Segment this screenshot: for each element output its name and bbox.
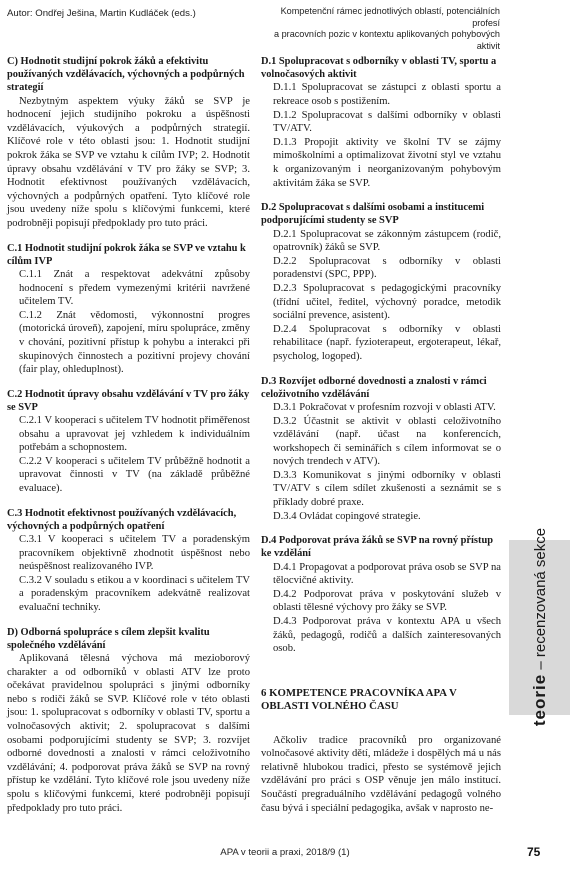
page-number: 75: [527, 845, 541, 859]
section-c2-heading: C.2 Hodnotit úpravy obsahu vzdělávání v TV pro žáky se SVP: [7, 388, 250, 413]
section-c-heading: C) Hodnotit studijní pokrok žáků a efektivitu používaných vzdělávacích, výchovných a podpůrných strategií: [7, 56, 245, 94]
item-d3-3: D.3.3 Komunikovat s jinými odborníky v oblasti TV/ATV s cílem sdílet zkušenosti a seznámit se s příklady dobré praxe.: [273, 469, 501, 509]
section-d1-heading: D.1 Spolupracovat s odborníky v oblasti TV, sportu a volnočasových aktivit: [261, 56, 497, 81]
header-authors: Autor: Ondřej Ješina, Martin Kudláček (eds.): [7, 8, 196, 19]
item-d4-2: D.4.2 Podporovat práva v poskytování služeb v oblasti tělesné výchovy pro žáky se SVP.: [273, 588, 501, 614]
item-c3-1: C.3.1 V kooperaci s učitelem TV a poradenským pracovníkem objektivně zhodnotit úspěšnost nebo neúspěšnost realizovaného IVP.: [19, 534, 250, 573]
side-tab-word-teorie: teorie: [530, 673, 549, 727]
section-c1-heading: C.1 Hodnotit studijní pokrok žáka se SVP ve vztahu k cílům IVP: [7, 242, 246, 267]
section-c-intro: Nezbytným aspektem výuky žáků se SVP je hodnocení jejich studijního pokroku a úspěšnosti vzdělávacích, výukových a podpůrných strategií. Klíčové role v této oblasti jsou: 1. Hodnotit studijní pokrok žáka se SVP ve vztahu k cílům IVP; 2. Hodnotit úpravy obsahu vzdělávání v TV pro žáky se SVP; 3. Hodnotit efektivnost používaných vzdělávacích, výchovných a podpůrných opatření. Tyto klíčové role jsou uvedeny níže spolu s klíčovými funkcemi, které podrobněji popisují předpoklady pro tuto práci.: [7, 95, 250, 229]
item-d3-1: D.3.1 Pokračovat v profesním rozvoji v oblasti ATV.: [273, 401, 496, 413]
item-c2-2: C.2.2 V kooperaci s učitelem TV průběžně hodnotit a upravovat činnosti v TV (na základě průběžné evaluace).: [19, 455, 250, 495]
item-c3-2: C.3.2 V souladu s etikou a v koordinaci s učitelem TV a poradenským pracovníkem adekvátně realizovat evaluační techniky.: [19, 574, 250, 614]
item-d4-1: D.4.1 Propagovat a podporovat práva osob se SVP na tělocvičné aktivity.: [273, 561, 501, 587]
item-d3-4: D.3.4 Ovládat copingové strategie.: [273, 510, 421, 522]
item-d2-1: D.2.1 Spolupracovat se zákonným zástupcem (rodič, opatrovník) žáků se SVP.: [273, 228, 501, 254]
section-6-heading: 6 KOMPETENCE PRACOVNÍKA APA V OBLASTI VOLNÉHO ČASU: [261, 686, 457, 713]
item-d3-2: D.3.2 Účastnit se aktivit v oblasti celoživotního vzdělávání (např. účast na konferencích, workshopech či seminářích s cílem informovat se o nových trendech v ATV).: [273, 415, 501, 468]
item-d1-2: D.1.2 Spolupracovat s dalšími odborníky v oblasti TV/ATV.: [273, 109, 501, 135]
section-d2-heading: D.2 Spolupracovat s dalšími osobami a institucemi podporujícími studenty se SVP: [261, 202, 485, 227]
section-d-heading: D) Odborná spolupráce s cílem zlepšit kvalitu společného vzdělávání: [7, 626, 210, 651]
section-d4-heading: D.4 Podporovat práva žáků se SVP na rovný přístup ke vzdělání: [261, 535, 493, 560]
footer-journal: APA v teorii a praxi, 2018/9 (1): [220, 847, 350, 858]
side-tab-dash: –: [532, 661, 549, 670]
side-tab-word-section: recenzovaná sekce: [532, 527, 549, 658]
section-d-intro: Aplikovaná tělesná výchova má mezioborový charakter a od odborníků v oblasti ATV lze proto očekávat pravidelnou spolupráci s jinými odborníky nebo s rodiči žáků se SVP. Klíčové role v této oblasti jsou: 1. spolupracovat s odborníky v oblasti TV, sportu a volnočasových aktivit; 2. spolupracovat s dalšími osobami podporujícími studenty se SVP; 3. rozvíjet odborné dovednosti a znalosti v rámci celoživotního vzdělávání; 4. podporovat práva žáků se SVP na rovný přístup ke vzdělání. Tyto klíčové role jsou uvedeny níže spolu s klíčovými funkcemi, které podrobněji popisují předpoklady pro tuto práci.: [7, 653, 250, 814]
item-c1-2: C.1.2 Znát vědomosti, výkonnostní progres (motorická úroveň), zapojení, míru spolupráce, změny v chování, pozitivní přístup k pohybu a interakci při skupinových činnostech a pozitivní projevy chování (fair play, ohleduplnost).: [19, 309, 250, 376]
item-d1-1: D.1.1 Spolupracovat se zástupci z oblasti sportu a rekreace osob s postižením.: [273, 82, 501, 107]
item-d2-3: D.2.3 Spolupracovat s pedagogickými pracovníky (třídní učitel, ředitel, výchovný poradce, metodik sociální prevence, asistent).: [273, 282, 501, 322]
item-d2-4: D.2.4 Spolupracovat s odborníky v oblasti rehabilitace (např. fyzioterapeut, ergoterapeut, lékař, psycholog, logoped).: [273, 323, 501, 362]
item-c2-1: C.2.1 V kooperaci s učitelem TV hodnotit přiměřenost obsahu a upravovat jej vzhledem k individuálním potřebám a schopnostem.: [19, 415, 250, 454]
section-6-intro: Ačkoliv tradice pracovníků pro organizované volnočasové aktivity dětí, mládeže i dospělých má u nás relativně hlubokou tradici, přesto se systémově jejich vzdělávání pro práci s OSP věnuje jen málo institucí. Součástí pregraduálního vzdělávání pedagogů volného času bývá i speciální pedagogika, avšak v naprosto ne-: [261, 734, 501, 814]
header-title-line2: a pracovních pozic v kontextu aplikovaných pohybových aktivit: [274, 29, 500, 51]
section-d3-heading: D.3 Rozvíjet odborné dovednosti a znalosti v rámci celoživotního vzdělávání: [261, 375, 487, 400]
header-title-line1: Kompetenční rámec jednotlivých oblastí, potenciálních profesí: [280, 6, 500, 28]
side-tab-label: [530, 528, 550, 726]
section-c3-heading: C.3 Hodnotit efektivnost používaných vzdělávacích, výchovných a podpůrných opatření: [7, 507, 237, 532]
left-column: [7, 55, 250, 815]
item-d4-3: D.4.3 Podporovat práva v kontextu APA u všech žáků, pedagogů, rodičů a dalších zainteresovaných osob.: [273, 616, 501, 655]
item-d1-3: D.1.3 Propojit aktivity ve školní TV se zájmy mimoškolními a optimalizovat životní styl ve vztahu k organizovaným i neorganizovaným pohybovým aktivitám žáka se SVP.: [273, 136, 501, 189]
item-c1-1: C.1.1 Znát a respektovat adekvátní způsoby hodnocení s předem vymezenými kritérii navržené učitelem TV.: [19, 268, 250, 308]
header-title: [270, 6, 500, 52]
item-d2-2: D.2.2 Spolupracovat s odborníky v oblasti poradenství (SPC, PPP).: [273, 255, 501, 281]
right-column: [261, 55, 501, 815]
